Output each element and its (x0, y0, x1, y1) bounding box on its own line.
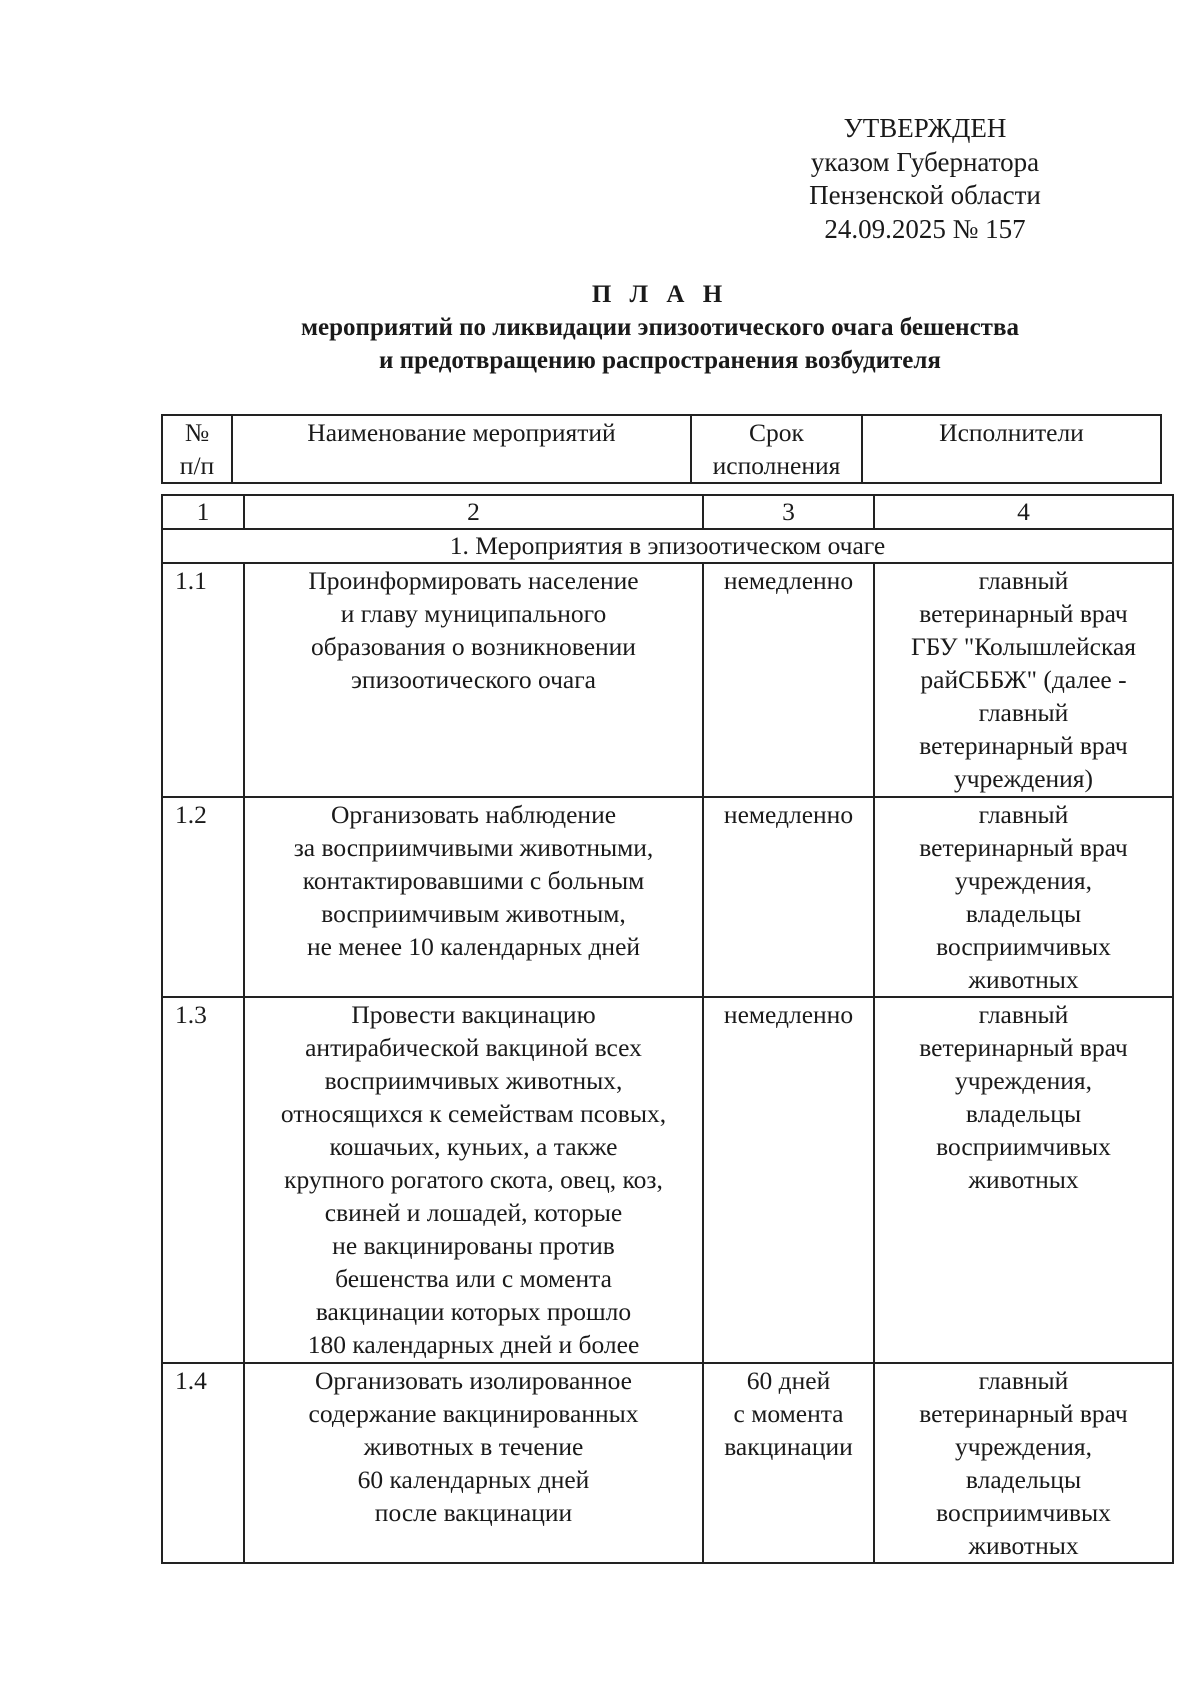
row-action: Проинформировать население и главу муниципального образования о возникновении эпизоотического очага (244, 563, 703, 797)
row-executors: главный ветеринарный врач учреждения, владельцы восприимчивых животных (874, 797, 1173, 997)
plan-table-header (161, 414, 1162, 484)
column-number-row (162, 495, 1173, 529)
row-deadline: немедленно (703, 997, 874, 1363)
row-number: 1.1 (162, 563, 244, 797)
column-number-3: 3 (703, 495, 874, 529)
approval-line-4: 24.09.2025 № 157 (824, 213, 1026, 244)
row-executors: главный ветеринарный врач учреждения, владельцы восприимчивых животных (874, 997, 1173, 1363)
row-number: 1.4 (162, 1363, 244, 1563)
approval-line-1: УТВЕРЖДЕН (843, 113, 1007, 143)
row-deadline: 60 дней с момента вакцинации (703, 1363, 874, 1563)
row-action: Провести вакцинацию антирабической вакциной всех восприимчивых животных, относящихся к семействам псовых, кошачьих, куньих, а также крупного рогатого скота, овец, коз, свиней и лошадей, которые не вакцинированы против бешенства или с момента вакцинации которых прошло 180 календарных дней и более (244, 997, 703, 1363)
header-row (162, 415, 1161, 483)
section-title: 1. Мероприятия в эпизоотическом очаге (162, 529, 1173, 563)
header-action: Наименование мероприятий (232, 415, 691, 483)
column-number-1: 1 (162, 495, 244, 529)
table-row (162, 563, 1173, 797)
row-action: Организовать изолированное содержание вакцинированных животных в течение 60 календарных дней после вакцинации (244, 1363, 703, 1563)
approval-line-2: указом Губернатора (810, 146, 1040, 177)
plan-heading: П Л А Н (591, 281, 729, 308)
section-row (162, 529, 1173, 563)
row-executors: главный ветеринарный врач учреждения, владельцы восприимчивых животных (874, 1363, 1173, 1563)
row-executors: главный ветеринарный врач ГБУ "Колышлейская райСББЖ" (далее - главный ветеринарный врач учреждения) (874, 563, 1173, 797)
title-line-1: мероприятий по ликвидации эпизоотического очага бешенства (301, 314, 1019, 341)
column-number-4: 4 (874, 495, 1173, 529)
row-action: Организовать наблюдение за восприимчивыми животными, контактировавшими с больным восприимчивым животным, не менее 10 календарных дней (244, 797, 703, 997)
row-deadline: немедленно (703, 797, 874, 997)
table-row (162, 997, 1173, 1363)
title-line-2: и предотвращению распространения возбудителя (379, 347, 941, 374)
document-title (160, 278, 1160, 377)
row-deadline: немедленно (703, 563, 874, 797)
table-row (162, 797, 1173, 997)
plan-table-body (161, 494, 1174, 1564)
header-number: № п/п (162, 415, 232, 483)
header-executors: Исполнители (862, 415, 1161, 483)
column-number-2: 2 (244, 495, 703, 529)
approval-block (760, 112, 1090, 246)
header-deadline: Срок исполнения (691, 415, 862, 483)
row-number: 1.2 (162, 797, 244, 997)
approval-line-3: Пензенской области (809, 180, 1041, 210)
row-number: 1.3 (162, 997, 244, 1363)
table-row (162, 1363, 1173, 1563)
